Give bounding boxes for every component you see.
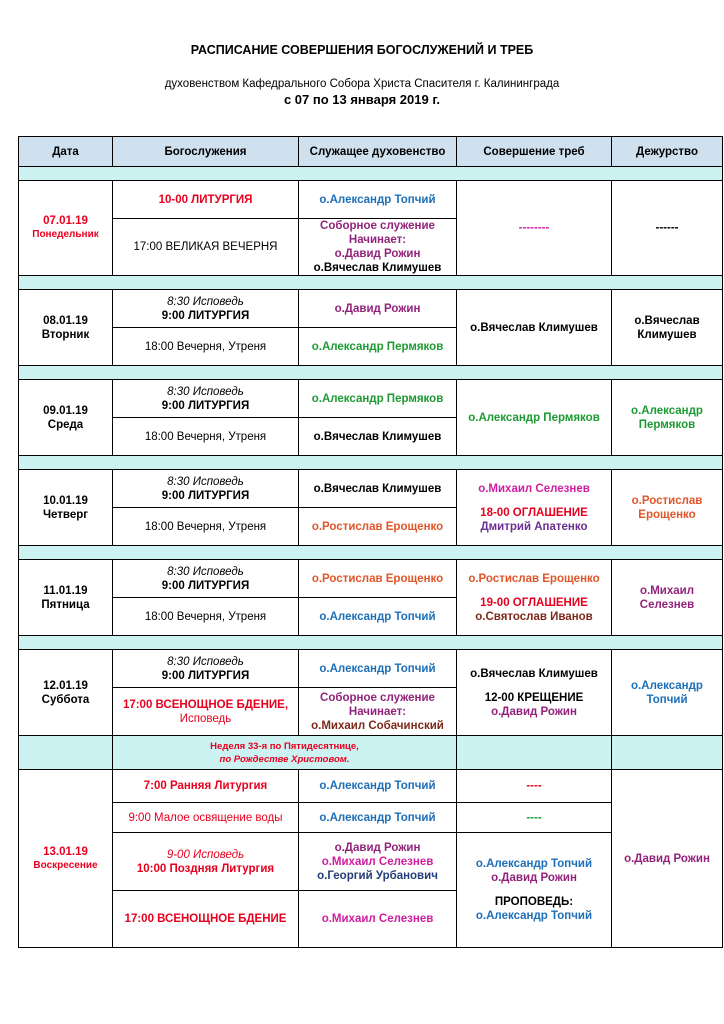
table-row <box>19 181 723 219</box>
rites-cell: о.Вячеслав Климушев 12-00 КРЕЩЕНИЕ о.Давид Рожин <box>457 650 612 736</box>
clergy-cell: о.Вячеслав Климушев <box>299 470 457 508</box>
date-cell: 13.01.19 Воскресение <box>19 770 113 948</box>
col-header-duty: Дежурство <box>612 137 723 167</box>
service-cell: 8:30 Исповедь 9:00 ЛИТУРГИЯ <box>113 470 299 508</box>
rites-cell: о.Ростислав Ерощенко 19-00 ОГЛАШЕНИЕ о.Святослав Иванов <box>457 560 612 636</box>
clergy-cell: о.Вячеслав Климушев <box>299 418 457 456</box>
clergy-cell: о.Ростислав Ерощенко <box>299 508 457 546</box>
clergy-cell: Соборное служение Начинает: о.Михаил Собачинский <box>299 688 457 736</box>
rites-cell: о.Вячеслав Климушев <box>457 290 612 366</box>
service-cell: 17:00 ВЕЛИКАЯ ВЕЧЕРНЯ <box>113 219 299 276</box>
col-header-date: Дата <box>19 137 113 167</box>
date-cell: 10.01.19 Четверг <box>19 470 113 546</box>
table-row <box>19 770 723 803</box>
duty-cell: о.Ростислав Ерощенко <box>612 470 723 546</box>
page-subtitle: духовенством Кафедрального Собора Христа Спасителя г. Калининграда <box>164 78 560 90</box>
clergy-cell: о.Александр Топчий <box>299 598 457 636</box>
clergy-cell: о.Александр Пермяков <box>299 328 457 366</box>
table-row <box>19 470 723 508</box>
table-row <box>19 560 723 598</box>
service-cell: 9-00 Исповедь 10:00 Поздняя Литургия <box>113 833 299 891</box>
table-row <box>19 650 723 688</box>
separator-row <box>19 167 723 181</box>
date-cell: 07.01.19 Понедельник <box>19 181 113 276</box>
service-cell: 18:00 Вечерня, Утреня <box>113 328 299 366</box>
table-row <box>19 380 723 418</box>
clergy-cell: о.Давид Рожин <box>299 290 457 328</box>
col-header-services: Богослужения <box>113 137 299 167</box>
clergy-cell: о.Александр Топчий <box>299 803 457 833</box>
notice-row <box>19 736 723 770</box>
service-cell: 7:00 Ранняя Литургия <box>113 770 299 803</box>
date-range: с 07 по 13 января 2019 г. <box>283 92 441 107</box>
clergy-cell: Соборное служение Начинает: о.Давид Рожин о.Вячеслав Климушев <box>299 219 457 276</box>
date-cell: 09.01.19 Среда <box>19 380 113 456</box>
service-cell: 8:30 Исповедь 9:00 ЛИТУРГИЯ <box>113 650 299 688</box>
date-cell: 12.01.19 Суббота <box>19 650 113 736</box>
date-cell: 08.01.19 Вторник <box>19 290 113 366</box>
page-title: РАСПИСАНИЕ СОВЕРШЕНИЯ БОГОСЛУЖЕНИЙ И ТРЕБ <box>190 43 534 57</box>
service-cell: 18:00 Вечерня, Утреня <box>113 598 299 636</box>
rites-cell: о.Александр Топчий о.Давид Рожин ПРОПОВЕДЬ: о.Александр Топчий <box>457 833 612 948</box>
duty-cell: о.Александр Пермяков <box>612 380 723 456</box>
sunday-notice: Неделя 33-я по Пятидесятнице, по Рождестве Христовом. <box>113 736 457 770</box>
clergy-cell: о.Александр Топчий <box>299 650 457 688</box>
schedule-table <box>18 136 723 948</box>
col-header-rites: Совершение треб <box>457 137 612 167</box>
separator-row <box>19 366 723 380</box>
duty-cell: о.Вячеслав Климушев <box>612 290 723 366</box>
service-cell: 18:00 Вечерня, Утреня <box>113 508 299 546</box>
separator-row <box>19 276 723 290</box>
service-cell: 17:00 ВСЕНОЩНОЕ БДЕНИЕ, Исповедь <box>113 688 299 736</box>
separator-row <box>19 456 723 470</box>
service-cell: 8:30 Исповедь 9:00 ЛИТУРГИЯ <box>113 290 299 328</box>
clergy-cell: о.Давид Рожин о.Михаил Селезнев о.Георгий Урбанович <box>299 833 457 891</box>
table-row <box>19 290 723 328</box>
rites-cell: ---- <box>457 803 612 833</box>
date-cell: 11.01.19 Пятница <box>19 560 113 636</box>
service-cell: 17:00 ВСЕНОЩНОЕ БДЕНИЕ <box>113 891 299 948</box>
clergy-cell: о.Александр Топчий <box>299 770 457 803</box>
separator-row <box>19 546 723 560</box>
rites-cell: о.Александр Пермяков <box>457 380 612 456</box>
duty-cell: о.Михаил Селезнев <box>612 560 723 636</box>
separator-row <box>19 636 723 650</box>
col-header-clergy: Служащее духовенство <box>299 137 457 167</box>
service-cell: 18:00 Вечерня, Утреня <box>113 418 299 456</box>
clergy-cell: о.Михаил Селезнев <box>299 891 457 948</box>
duty-cell: о.Александр Топчий <box>612 650 723 736</box>
service-cell: 9:00 Малое освящение воды <box>113 803 299 833</box>
duty-cell: ------ <box>612 181 723 276</box>
service-cell: 8:30 Исповедь 9:00 ЛИТУРГИЯ <box>113 380 299 418</box>
rites-cell: -------- <box>457 181 612 276</box>
service-cell: 10-00 ЛИТУРГИЯ <box>113 181 299 219</box>
clergy-cell: о.Александр Топчий <box>299 181 457 219</box>
clergy-cell: о.Ростислав Ерощенко <box>299 560 457 598</box>
header-row <box>19 137 723 167</box>
rites-cell: ---- <box>457 770 612 803</box>
duty-cell: о.Давид Рожин <box>612 770 723 948</box>
rites-cell: о.Михаил Селезнев 18-00 ОГЛАШЕНИЕ Дмитрий Апатенко <box>457 470 612 546</box>
service-cell: 8:30 Исповедь 9:00 ЛИТУРГИЯ <box>113 560 299 598</box>
clergy-cell: о.Александр Пермяков <box>299 380 457 418</box>
